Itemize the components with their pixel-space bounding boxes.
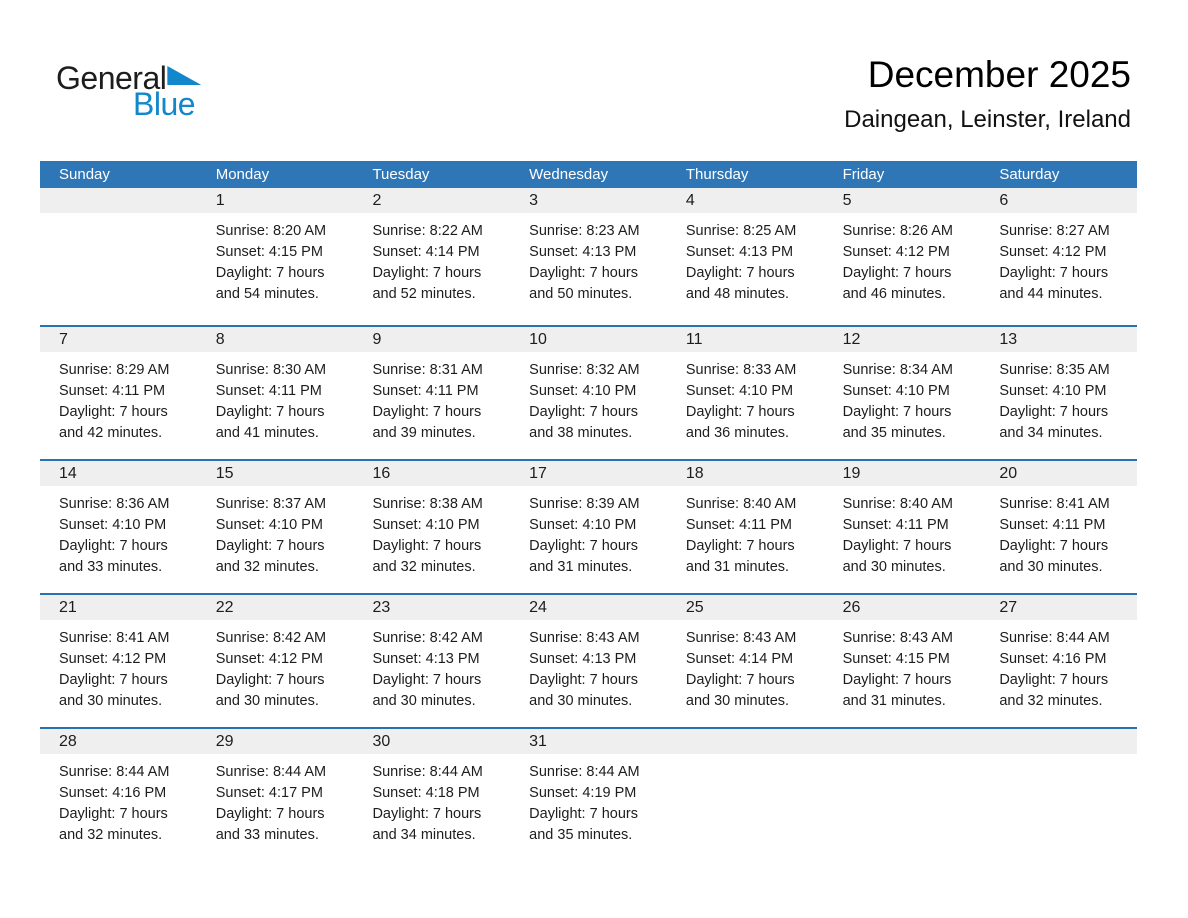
day-detail-line: Sunset: 4:11 PM <box>999 517 1106 533</box>
day-number: 28 <box>59 733 77 750</box>
day-detail-line: Daylight: 7 hours <box>685 672 795 688</box>
day-cell <box>353 754 510 846</box>
day-detail-line: Sunset: 4:11 PM <box>372 383 479 399</box>
week-row <box>40 188 1137 325</box>
day-detail-line: Sunset: 4:13 PM <box>685 244 794 260</box>
day-number: 3 <box>529 192 539 209</box>
day-detail-line: and 36 minutes. <box>685 425 790 441</box>
day-detail-line: Sunrise: 8:23 AM <box>529 223 640 239</box>
day-detail-line: and 31 minutes. <box>529 559 633 575</box>
day-detail-line: and 30 minutes. <box>215 693 319 709</box>
day-cell <box>824 352 981 444</box>
day-cell <box>667 213 824 305</box>
day-detail-line: Daylight: 7 hours <box>999 265 1109 281</box>
day-detail-line: Sunset: 4:10 PM <box>215 517 323 533</box>
day-number: 15 <box>215 465 234 482</box>
day-detail-line: Sunrise: 8:43 AM <box>685 630 797 646</box>
day-detail-line: and 35 minutes. <box>842 425 946 441</box>
day-cell <box>353 486 510 578</box>
day-detail-line: Sunrise: 8:30 AM <box>215 362 327 378</box>
empty-day-number <box>980 729 1137 754</box>
day-number: 10 <box>529 331 547 348</box>
day-detail-line: Daylight: 7 hours <box>215 806 325 822</box>
day-detail-line: Sunset: 4:13 PM <box>372 651 480 667</box>
day-detail-line: Sunset: 4:11 PM <box>59 383 166 399</box>
day-detail-line: Sunrise: 8:42 AM <box>215 630 327 646</box>
day-detail-line: Sunrise: 8:25 AM <box>685 223 797 239</box>
day-number: 29 <box>215 733 234 750</box>
day-number: 11 <box>685 331 703 348</box>
day-detail-line: and 48 minutes. <box>685 286 790 302</box>
day-number: 25 <box>685 599 704 616</box>
day-detail-line: Sunset: 4:11 PM <box>685 517 792 533</box>
day-detail-line: Sunrise: 8:32 AM <box>529 362 640 378</box>
day-cell <box>980 213 1137 305</box>
day-cell <box>197 352 354 444</box>
weekday-header-cell-saturday: Saturday <box>999 166 1060 183</box>
day-detail-line: Daylight: 7 hours <box>59 538 168 554</box>
day-detail-line: Sunrise: 8:44 AM <box>372 764 483 780</box>
day-detail-line: Daylight: 7 hours <box>215 265 325 281</box>
day-detail-line: Sunset: 4:16 PM <box>999 651 1107 667</box>
empty-day-cell <box>824 754 981 846</box>
day-detail-line: Daylight: 7 hours <box>999 672 1109 688</box>
day-number: 6 <box>999 192 1009 209</box>
day-detail-line: Sunrise: 8:26 AM <box>842 223 954 239</box>
day-detail-line: and 32 minutes. <box>215 559 319 575</box>
empty-day-number <box>824 729 981 754</box>
day-detail-line: Daylight: 7 hours <box>842 265 952 281</box>
day-cell <box>197 620 354 712</box>
day-number-band <box>40 729 1137 754</box>
day-number-band <box>40 327 1137 352</box>
day-cell <box>40 352 197 444</box>
day-number-band <box>40 188 1137 213</box>
day-detail-line: Daylight: 7 hours <box>215 672 325 688</box>
day-detail-line: Sunrise: 8:40 AM <box>685 496 797 512</box>
day-detail-line: Sunset: 4:12 PM <box>215 651 323 667</box>
day-detail-line: Daylight: 7 hours <box>372 806 482 822</box>
day-cell <box>667 352 824 444</box>
day-cell <box>353 352 510 444</box>
day-number-band <box>40 595 1137 620</box>
day-number-band <box>40 461 1137 486</box>
day-number: 2 <box>372 192 382 209</box>
empty-day-cell <box>980 754 1137 846</box>
day-detail-row <box>40 352 1137 444</box>
day-detail-line: Sunrise: 8:22 AM <box>372 223 483 239</box>
day-detail-line: and 46 minutes. <box>842 286 946 302</box>
day-detail-line: and 32 minutes. <box>999 693 1103 709</box>
logo-triangle-icon <box>167 66 201 85</box>
week-row <box>40 325 1137 459</box>
empty-day-number <box>667 729 824 754</box>
day-cell <box>40 620 197 712</box>
day-detail-line: Daylight: 7 hours <box>842 672 952 688</box>
day-detail-line: Sunrise: 8:44 AM <box>59 764 170 780</box>
day-number: 27 <box>999 599 1018 616</box>
day-detail-line: Sunset: 4:17 PM <box>215 785 323 801</box>
day-cell <box>197 754 354 846</box>
day-detail-line: Sunrise: 8:36 AM <box>59 496 170 512</box>
day-detail-line: Daylight: 7 hours <box>529 672 638 688</box>
day-number: 18 <box>685 465 704 482</box>
weekday-header-cell-thursday: Thursday <box>685 166 749 183</box>
day-detail-line: Daylight: 7 hours <box>59 806 168 822</box>
day-number: 24 <box>529 599 547 616</box>
week-row <box>40 593 1137 727</box>
day-detail-line: Sunset: 4:12 PM <box>842 244 950 260</box>
day-detail-line: Sunset: 4:18 PM <box>372 785 480 801</box>
day-number: 31 <box>529 733 547 750</box>
day-detail-line: Sunset: 4:13 PM <box>529 244 637 260</box>
weekday-header-cell-sunday: Sunday <box>59 166 110 183</box>
weekday-header-cell-monday: Monday <box>215 166 270 183</box>
day-cell <box>197 486 354 578</box>
day-detail-line: Sunset: 4:12 PM <box>999 244 1107 260</box>
day-detail-line: Sunrise: 8:37 AM <box>215 496 327 512</box>
day-detail-line: Sunrise: 8:29 AM <box>59 362 170 378</box>
day-detail-line: and 38 minutes. <box>529 425 633 441</box>
general-blue-logo <box>56 62 201 120</box>
day-cell <box>980 620 1137 712</box>
day-detail-line: and 50 minutes. <box>529 286 633 302</box>
weekday-header-cell-friday: Friday <box>842 166 885 183</box>
day-detail-line: and 30 minutes. <box>842 559 946 575</box>
day-number: 8 <box>215 331 225 348</box>
logo-general-text: General <box>56 60 167 96</box>
day-number: 14 <box>59 465 77 482</box>
day-detail-line: and 30 minutes. <box>59 693 163 709</box>
day-detail-line: Daylight: 7 hours <box>529 806 638 822</box>
day-detail-line: Sunrise: 8:38 AM <box>372 496 483 512</box>
day-detail-line: and 30 minutes. <box>685 693 790 709</box>
day-detail-line: Sunrise: 8:20 AM <box>215 223 327 239</box>
day-detail-line: Sunrise: 8:43 AM <box>529 630 640 646</box>
day-detail-line: and 35 minutes. <box>529 827 633 843</box>
day-detail-line: Daylight: 7 hours <box>685 404 795 420</box>
day-detail-line: Daylight: 7 hours <box>215 404 325 420</box>
day-detail-line: Daylight: 7 hours <box>685 538 795 554</box>
day-detail-line: and 33 minutes. <box>215 827 319 843</box>
day-number: 13 <box>999 331 1018 348</box>
day-detail-line: Sunrise: 8:41 AM <box>999 496 1110 512</box>
day-number: 21 <box>59 599 77 616</box>
day-detail-line: Sunset: 4:15 PM <box>215 244 323 260</box>
day-detail-line: Daylight: 7 hours <box>372 265 482 281</box>
day-number: 30 <box>372 733 391 750</box>
day-cell <box>824 620 981 712</box>
day-detail-line: Sunset: 4:14 PM <box>372 244 480 260</box>
day-detail-line: Daylight: 7 hours <box>842 404 952 420</box>
calendar-table <box>40 161 1137 861</box>
day-number: 16 <box>372 465 391 482</box>
day-detail-line: Sunrise: 8:42 AM <box>372 630 483 646</box>
day-cell <box>40 754 197 846</box>
day-detail-line: Sunset: 4:13 PM <box>529 651 637 667</box>
day-detail-line: Sunset: 4:10 PM <box>685 383 794 399</box>
day-cell <box>980 352 1137 444</box>
day-detail-line: Sunset: 4:10 PM <box>529 517 637 533</box>
day-detail-line: Sunset: 4:15 PM <box>842 651 950 667</box>
location-subtitle: Daingean, Leinster, Ireland <box>844 105 1131 133</box>
day-number: 17 <box>529 465 547 482</box>
day-detail-line: Sunrise: 8:44 AM <box>529 764 640 780</box>
day-cell <box>510 620 667 712</box>
day-detail-line: Daylight: 7 hours <box>685 265 795 281</box>
day-number: 9 <box>372 331 382 348</box>
day-detail-line: Sunset: 4:12 PM <box>59 651 167 667</box>
day-detail-line: and 52 minutes. <box>372 286 476 302</box>
day-detail-line: and 30 minutes. <box>372 693 476 709</box>
day-detail-line: Sunrise: 8:31 AM <box>372 362 483 378</box>
day-cell <box>510 486 667 578</box>
day-detail-line: and 33 minutes. <box>59 559 163 575</box>
day-detail-line: Sunset: 4:10 PM <box>59 517 167 533</box>
logo-blue-text: Blue <box>133 86 196 122</box>
day-number: 20 <box>999 465 1018 482</box>
day-detail-line: Sunrise: 8:39 AM <box>529 496 640 512</box>
day-detail-line: Daylight: 7 hours <box>842 538 952 554</box>
empty-day-cell <box>40 213 197 305</box>
day-detail-line: and 30 minutes. <box>529 693 633 709</box>
day-detail-line: Daylight: 7 hours <box>999 404 1109 420</box>
day-number: 19 <box>842 465 861 482</box>
day-detail-line: and 54 minutes. <box>215 286 319 302</box>
day-detail-line: and 32 minutes. <box>372 559 476 575</box>
day-detail-line: Sunset: 4:19 PM <box>529 785 637 801</box>
day-cell <box>824 213 981 305</box>
day-detail-line: Daylight: 7 hours <box>999 538 1109 554</box>
day-detail-line: Daylight: 7 hours <box>529 265 638 281</box>
day-cell <box>510 352 667 444</box>
empty-day-number <box>40 188 197 213</box>
page-title: December 2025 <box>867 54 1131 95</box>
day-detail-row <box>40 754 1137 846</box>
day-number: 22 <box>215 599 234 616</box>
weekday-header-row <box>40 161 1137 188</box>
day-detail-line: and 39 minutes. <box>372 425 476 441</box>
day-detail-line: and 32 minutes. <box>59 827 163 843</box>
day-number: 5 <box>842 192 852 209</box>
day-detail-line: Sunset: 4:16 PM <box>59 785 167 801</box>
day-detail-row <box>40 213 1137 305</box>
week-row <box>40 459 1137 593</box>
day-detail-line: Sunrise: 8:27 AM <box>999 223 1110 239</box>
day-detail-line: and 30 minutes. <box>999 559 1103 575</box>
day-detail-line: Sunrise: 8:35 AM <box>999 362 1110 378</box>
day-detail-line: Daylight: 7 hours <box>372 404 482 420</box>
day-detail-row <box>40 620 1137 712</box>
day-detail-row <box>40 486 1137 578</box>
day-number: 26 <box>842 599 861 616</box>
day-number: 23 <box>372 599 391 616</box>
day-detail-line: Sunset: 4:10 PM <box>999 383 1107 399</box>
day-detail-line: Daylight: 7 hours <box>529 538 638 554</box>
day-number: 4 <box>685 192 695 209</box>
day-cell <box>667 620 824 712</box>
day-cell <box>197 213 354 305</box>
day-detail-line: Sunrise: 8:44 AM <box>999 630 1110 646</box>
day-detail-line: Sunrise: 8:41 AM <box>59 630 170 646</box>
day-detail-line: Daylight: 7 hours <box>59 672 168 688</box>
weekday-header-cell-wednesday: Wednesday <box>529 166 609 183</box>
day-detail-line: and 34 minutes. <box>999 425 1103 441</box>
day-detail-line: and 44 minutes. <box>999 286 1103 302</box>
day-detail-line: and 42 minutes. <box>59 425 163 441</box>
day-detail-line: Sunrise: 8:43 AM <box>842 630 954 646</box>
day-detail-line: Daylight: 7 hours <box>529 404 638 420</box>
day-detail-line: and 31 minutes. <box>842 693 946 709</box>
day-detail-line: and 41 minutes. <box>215 425 319 441</box>
day-detail-line: Daylight: 7 hours <box>215 538 325 554</box>
day-cell <box>510 213 667 305</box>
day-number: 7 <box>59 331 68 348</box>
day-detail-line: and 31 minutes. <box>685 559 790 575</box>
day-detail-line: Sunset: 4:10 PM <box>529 383 637 399</box>
day-detail-line: Sunset: 4:10 PM <box>372 517 480 533</box>
week-row <box>40 727 1137 861</box>
day-detail-line: Sunset: 4:11 PM <box>842 517 949 533</box>
day-number: 12 <box>842 331 861 348</box>
day-detail-line: Sunrise: 8:44 AM <box>215 764 327 780</box>
day-cell <box>980 486 1137 578</box>
day-cell <box>353 213 510 305</box>
calendar-weeks <box>40 188 1137 861</box>
calendar-header <box>844 54 1131 134</box>
day-detail-line: Sunrise: 8:34 AM <box>842 362 954 378</box>
day-detail-line: and 34 minutes. <box>372 827 476 843</box>
day-cell <box>353 620 510 712</box>
day-detail-line: Daylight: 7 hours <box>59 404 168 420</box>
empty-day-cell <box>667 754 824 846</box>
weekday-header-cell-tuesday: Tuesday <box>372 166 430 183</box>
day-detail-line: Daylight: 7 hours <box>372 672 482 688</box>
day-detail-line: Sunrise: 8:33 AM <box>685 362 797 378</box>
day-detail-line: Daylight: 7 hours <box>372 538 482 554</box>
day-detail-line: Sunrise: 8:40 AM <box>842 496 954 512</box>
day-detail-line: Sunset: 4:10 PM <box>842 383 950 399</box>
day-cell <box>40 486 197 578</box>
day-number: 1 <box>215 192 225 209</box>
day-cell <box>510 754 667 846</box>
day-cell <box>667 486 824 578</box>
day-detail-line: Sunset: 4:11 PM <box>215 383 322 399</box>
day-detail-line: Sunset: 4:14 PM <box>685 651 794 667</box>
day-cell <box>824 486 981 578</box>
